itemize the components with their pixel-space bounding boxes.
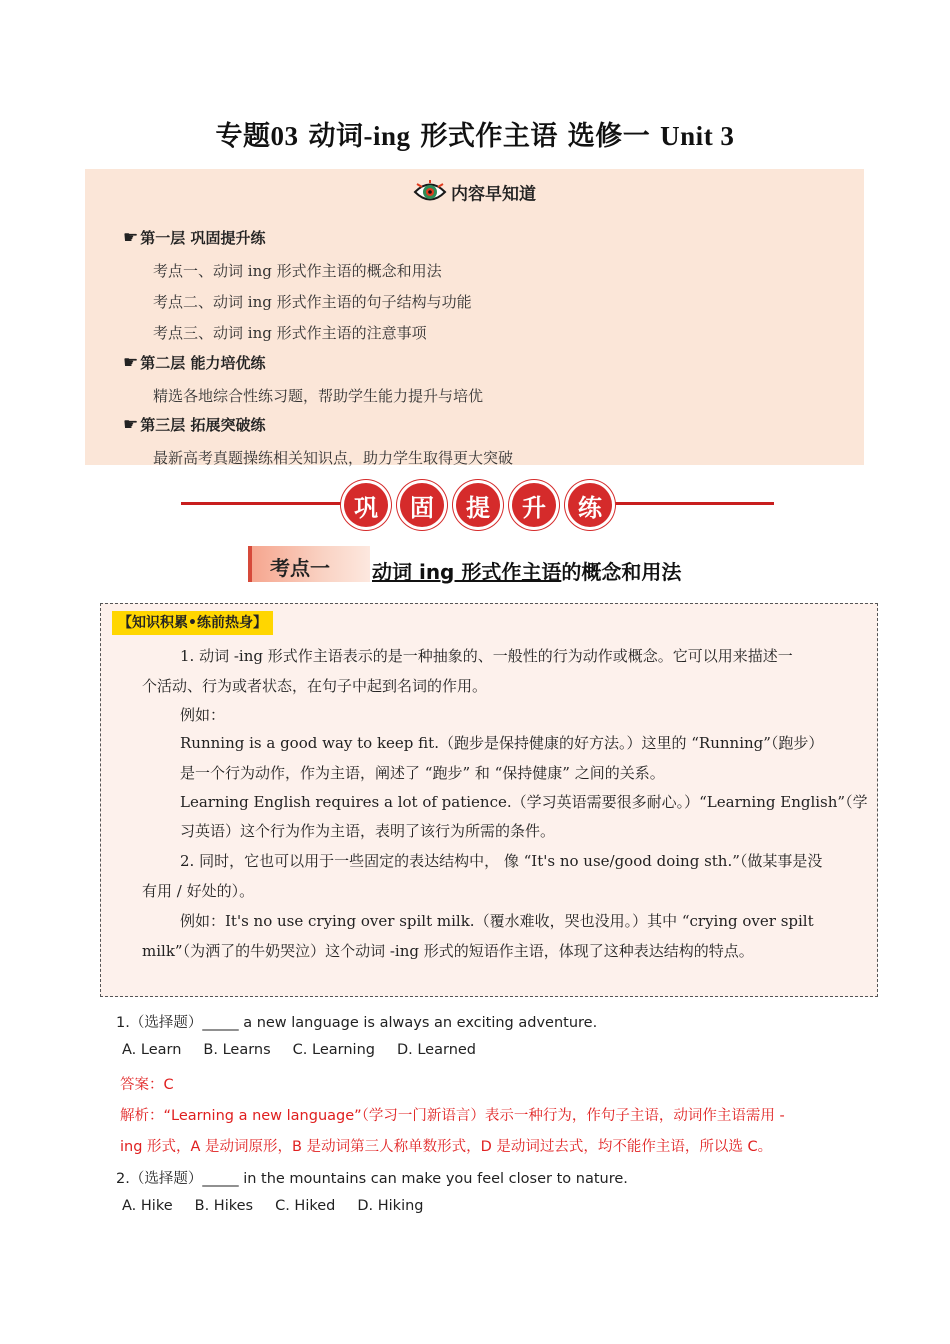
section-label: 考点一 xyxy=(270,556,330,580)
option: D. Hiking xyxy=(357,1198,424,1214)
overview-heading: 内容早知道 xyxy=(85,179,864,210)
question-1-stem: 1.（选择题）_____ a new language is always an exciting adventure. xyxy=(116,1015,598,1031)
banner-char: 巩 xyxy=(344,483,388,527)
banner-char: 升 xyxy=(512,483,556,527)
banner-char: 固 xyxy=(400,483,444,527)
option: D. Learned xyxy=(396,1042,477,1058)
eye-icon xyxy=(413,179,447,210)
knowledge-line: 1. 动词 -ing 形式作主语表示的是一种抽象的、一般性的行为动作或概念。它可以用来描述一 xyxy=(180,647,793,665)
layer-1-item-2: 考点二、动词 ing 形式作主语的句子结构与功能 xyxy=(153,293,472,311)
option: C. Hiked xyxy=(275,1198,336,1214)
layer-1-item-3: 考点三、动词 ing 形式作主语的注意事项 xyxy=(153,324,427,342)
knowledge-tag: 【知识积累•练前热身】 xyxy=(112,611,273,635)
question-2-options xyxy=(122,1198,446,1214)
knowledge-line: 有用 / 好处的）。 xyxy=(142,882,255,900)
option: B. Learns xyxy=(203,1042,271,1058)
section-banner xyxy=(344,483,614,529)
banner-char: 提 xyxy=(456,483,500,527)
knowledge-line: 例如：It's no use crying over spilt milk.（覆水难收，哭也没用。）其中 “crying over spilt xyxy=(180,912,814,930)
pointing-hand-icon: ☛ xyxy=(123,228,139,248)
overview-panel xyxy=(85,169,864,465)
option: C. Learning xyxy=(292,1042,375,1058)
section-title: 动词 ing 形式作主语的概念和用法 xyxy=(372,560,682,584)
knowledge-line: 习英语）这个行为作为主语，表明了该行为所需的条件。 xyxy=(180,822,556,840)
question-1-analysis: 解析：“Learning a new language”（学习一门新语言）表示一种行为，作句子主语，动词作主语需用 - xyxy=(120,1108,785,1124)
option: A. Hike xyxy=(122,1198,173,1214)
question-1-analysis: ing 形式，A 是动词原形，B 是动词第三人称单数形式，D 是动词过去式，均不能作主语，所以选 C。 xyxy=(120,1139,773,1155)
option: A. Learn xyxy=(122,1042,182,1058)
banner-char: 练 xyxy=(568,483,612,527)
question-1-options xyxy=(122,1042,498,1058)
layer-2-heading: ☛ 第二层 能力培优练 xyxy=(123,353,266,373)
knowledge-line: 例如： xyxy=(180,706,226,724)
knowledge-line: 个活动、行为或者状态，在句子中起到名词的作用。 xyxy=(142,677,488,695)
layer-3-item-1: 最新高考真题操练相关知识点，助力学生取得更大突破 xyxy=(153,449,514,467)
banner-rule-right xyxy=(614,502,774,505)
pointing-hand-icon: ☛ xyxy=(123,353,139,373)
pointing-hand-icon: ☛ xyxy=(123,415,139,435)
knowledge-line: milk”（为洒了的牛奶哭泣）这个动词 -ing 形式的短语作主语，体现了这种表达结构的特点。 xyxy=(142,942,754,960)
layer-1-item-1: 考点一、动词 ing 形式作主语的概念和用法 xyxy=(153,262,442,280)
option: B. Hikes xyxy=(194,1198,254,1214)
question-1-answer: 答案：C xyxy=(120,1077,174,1093)
knowledge-line: Running is a good way to keep fit.（跑步是保持健康的好方法。）这里的 “Running”（跑步） xyxy=(180,734,824,752)
page-title: 专题03 动词-ing 形式作主语 选修一 Unit 3 xyxy=(215,121,735,152)
layer-2-item-1: 精选各地综合性练习题，帮助学生能力提升与培优 xyxy=(153,387,484,405)
knowledge-line: 是一个行为动作，作为主语，阐述了 “跑步” 和 “保持健康” 之间的关系。 xyxy=(180,764,665,782)
banner-rule-left xyxy=(181,502,344,505)
layer-3-heading: ☛ 第三层 拓展突破练 xyxy=(123,415,266,435)
knowledge-line: 2. 同时，它也可以用于一些固定的表达结构中， 像 “It's no use/good doing sth.”（做某事是没 xyxy=(180,852,823,870)
layer-1-heading: ☛ 第一层 巩固提升练 xyxy=(123,228,266,248)
question-2-stem: 2.（选择题）_____ in the mountains can make you feel closer to nature. xyxy=(116,1171,628,1187)
knowledge-line: Learning English requires a lot of patience.（学习英语需要很多耐心。）“Learning English”（学 xyxy=(180,793,868,811)
